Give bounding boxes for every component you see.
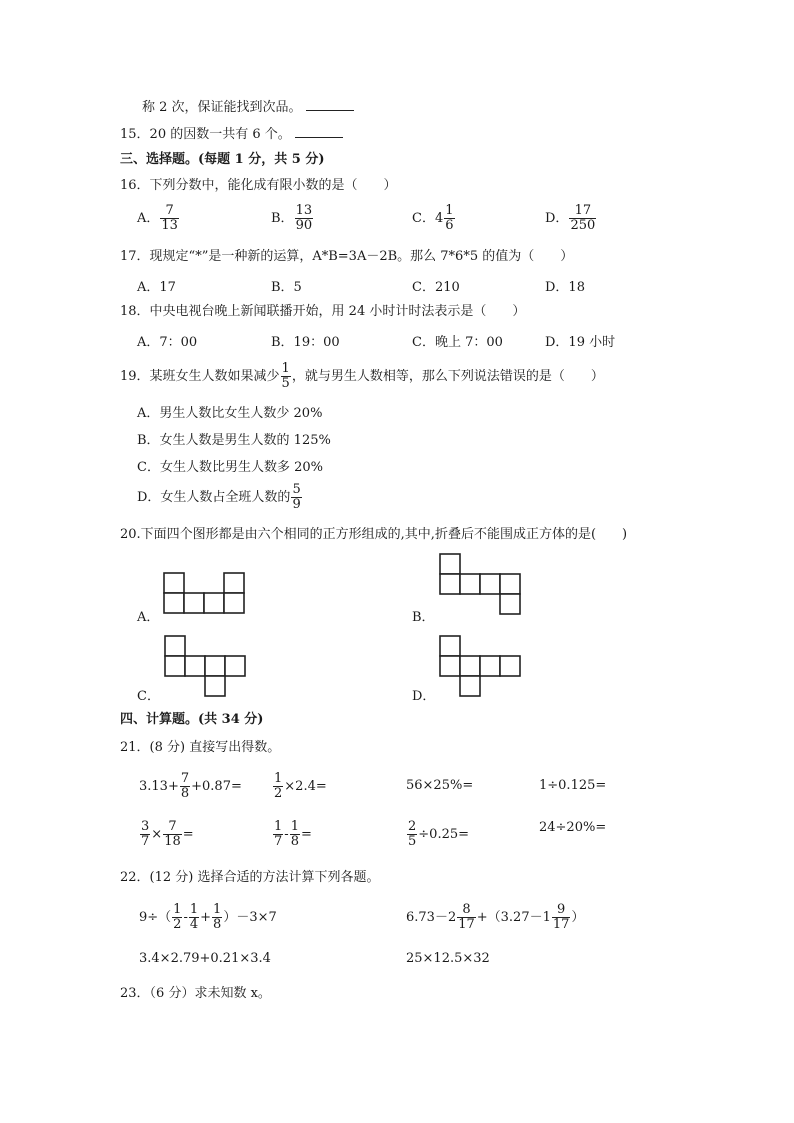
q20-stem: 20.下面四个图形都是由六个相同的正方形组成的,其中,折叠后不能围成正方体的是( ) <box>120 527 628 542</box>
q22-expr-3: 3.4×2.79+0.21×3.4 <box>139 951 271 966</box>
section-4-title: 四、计算题。(共 34 分) <box>120 712 264 727</box>
q17-option-c[interactable]: C．210 <box>412 280 460 295</box>
q20-option-a-label[interactable]: A． <box>137 610 160 625</box>
answer-blank[interactable] <box>295 124 343 138</box>
q21-expr-4: 1÷0.125= <box>539 778 607 793</box>
q22-expr-1: 9÷（ $\frac{1}{2}$ - $\frac{1}{4}$ + $\frac{1}{8}$ ）－3×7 <box>139 902 277 932</box>
answer-blank[interactable] <box>306 97 354 111</box>
q21-expr-1: 3.13+ $\frac{7}{8}$ +0.87= <box>139 771 242 801</box>
q22-stem: 22．(12 分) 选择合适的方法计算下列各题。 <box>120 870 380 885</box>
q16-option-a[interactable]: A． $\frac{7}{13}$ <box>137 203 178 233</box>
q21-stem: 21．(8 分) 直接写出得数。 <box>120 740 281 755</box>
q17-option-b[interactable]: B．5 <box>271 280 302 295</box>
q17-option-d[interactable]: D．18 <box>545 280 585 295</box>
q23-stem: 23．（6 分）求未知数 x。 <box>120 986 271 1001</box>
q18-option-c[interactable]: C．晚上 7：00 <box>412 335 503 350</box>
q21-expr-7: $\frac{2}{5}$ ÷0.25= <box>408 819 470 849</box>
q18-option-d[interactable]: D．19 小时 <box>545 335 616 350</box>
q20-net-b[interactable] <box>439 553 523 617</box>
q20-net-c[interactable] <box>164 635 248 699</box>
q21-expr-6: $\frac{1}{7}$ - $\frac{1}{8}$ = <box>274 819 312 849</box>
section-3-title: 三、选择题。(每题 1 分，共 5 分) <box>120 152 325 167</box>
q21-expr-3: 56×25%= <box>406 778 474 793</box>
q20-net-a[interactable] <box>163 572 247 616</box>
q19-option-b[interactable]: B．女生人数是男生人数的 125% <box>137 433 331 448</box>
q20-option-c-label[interactable]: C． <box>137 689 160 704</box>
q16-option-d[interactable]: D． $\frac{17}{250}$ <box>545 203 596 233</box>
q20-net-d[interactable] <box>439 635 523 699</box>
q17-stem: 17．现规定“*”是一种新的运算，A*B=3A－2B。那么 7*6*5 的值为（ ） <box>120 249 574 264</box>
q16-option-b[interactable]: B． $\frac{13}{90}$ <box>271 203 313 233</box>
q16-option-c[interactable]: C．4 $\frac{1}{6}$ <box>412 203 454 233</box>
q21-expr-5: $\frac{3}{7}$ × $\frac{7}{18}$ = <box>141 819 194 849</box>
q18-option-b[interactable]: B．19：00 <box>271 335 340 350</box>
q16-stem: 16．下列分数中，能化成有限小数的是（ ） <box>120 178 397 193</box>
q22-expr-4: 25×12.5×32 <box>406 951 490 966</box>
q21-expr-8: 24÷20%= <box>539 820 607 835</box>
q20-option-d-label[interactable]: D． <box>412 689 436 704</box>
q14-continuation: 称 2 次，保证能找到次品。 <box>142 97 354 117</box>
q20-option-b-label[interactable]: B． <box>412 610 435 625</box>
q15: 15．20 的因数一共有 6 个。 <box>120 124 343 144</box>
q22-expr-2: 6.73－2 $\frac{8}{17}$ +（3.27－1 $\frac{9}{17}$ ） <box>406 902 585 932</box>
q17-option-a[interactable]: A．17 <box>137 280 176 295</box>
q18-stem: 18．中央电视台晚上新闻联播开始，用 24 小时计时法表示是（ ） <box>120 304 526 319</box>
q19-option-a[interactable]: A．男生人数比女生人数少 20% <box>137 406 323 421</box>
q19-stem: 19．某班女生人数如果减少 $\frac{1}{5}$ ，就与男生人数相等，那么下列说法错误的是（ ） <box>120 361 604 391</box>
q18-option-a[interactable]: A．7：00 <box>137 335 198 350</box>
q19-option-d[interactable]: D．女生人数占全班人数的 $\frac{5}{9}$ <box>137 482 301 512</box>
q19-option-c[interactable]: C．女生人数比男生人数多 20% <box>137 460 323 475</box>
q21-expr-2: $\frac{1}{2}$ ×2.4= <box>274 771 327 801</box>
